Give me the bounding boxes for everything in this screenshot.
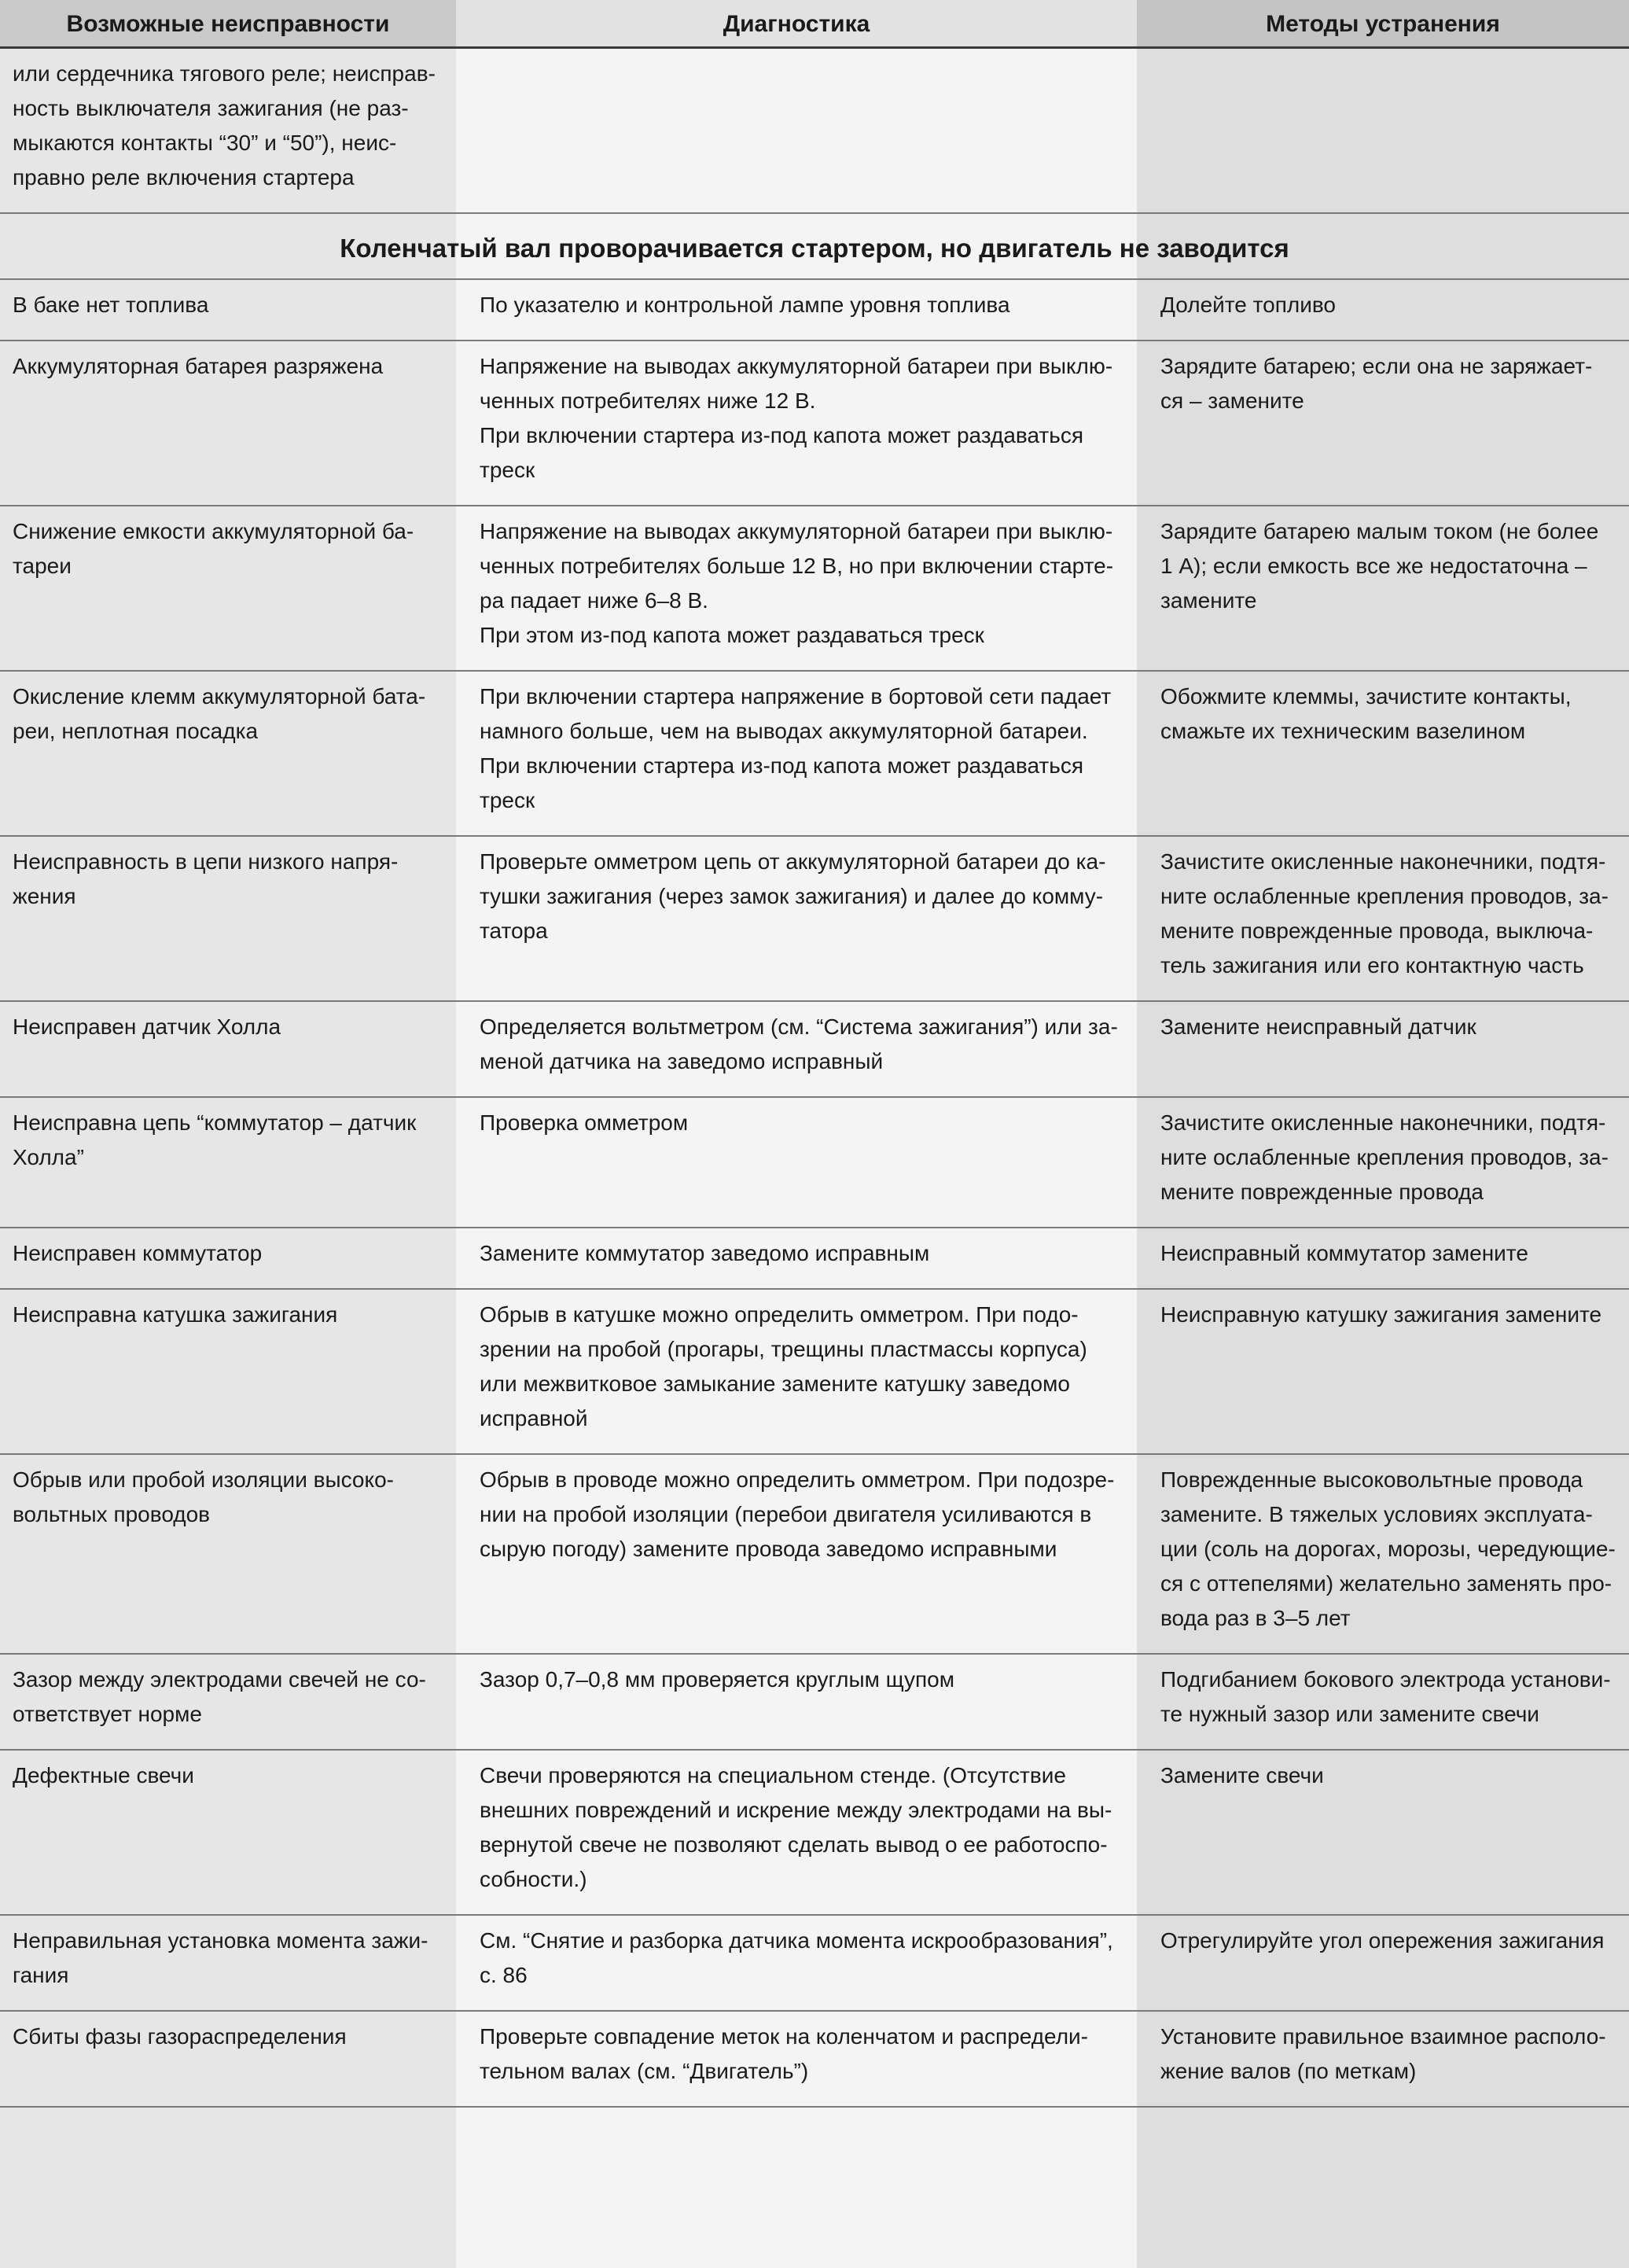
diagnostics-cell <box>456 1290 1137 1453</box>
diagnostics-text: Проверьте омметром цепь от аккумуляторной батареи до ка- тушки зажигания (через замок зажигания) и далее до комму- татора <box>480 849 1106 943</box>
remedy-cell <box>1137 506 1629 670</box>
fault-cell <box>0 1290 456 1453</box>
table-row <box>0 341 1629 506</box>
remedy-cell <box>1137 1655 1629 1749</box>
table-row <box>0 672 1629 837</box>
table-row <box>0 1916 1629 2012</box>
fault-text: или сердечника тягового реле; неисправ- ность выключателя зажигания (не раз- мыкаются контакты “30” и “50”), неис- правно реле включения стартера <box>13 61 436 190</box>
fault-cell <box>0 1455 456 1653</box>
remedy-text: Обожмите клеммы, зачистите контакты, смажьте их техническим вазелином <box>1160 684 1572 743</box>
table-body <box>0 280 1629 2108</box>
diagnostics-cell <box>456 2012 1137 2106</box>
diagnostics-text: Обрыв в катушке можно определить омметром. При подо- зрении на пробой (прогары, трещины пластмассы корпуса) или межвитковое замыкание замените катушку заведомо исправной <box>480 1302 1087 1430</box>
fault-cell <box>0 49 456 212</box>
table-row <box>0 506 1629 672</box>
remedy-text: Поврежденные высоковольтные провода замените. В тяжелых условиях эксплуата- ции (соль на дорогах, морозы, чередующие- ся с оттепелями) желательно заменять про- вода раз в 3–5 лет <box>1160 1467 1616 1630</box>
diagnostics-cell <box>456 1098 1137 1227</box>
fault-text: Неправильная установка момента зажи- гания <box>13 1928 428 1987</box>
diagnostics-cell <box>456 1916 1137 2010</box>
remedy-text: Замените свечи <box>1160 1763 1324 1788</box>
fault-cell <box>0 1916 456 2010</box>
remedy-text: Зачистите окисленные наконечники, подтя- ните ослабленные крепления проводов, за- мените поврежденные провода, выключа- тель зажигания или его контактную часть <box>1160 849 1609 978</box>
remedy-text: Зарядите батарею малым током (не более 1 А); если емкость все же недостаточна – замените <box>1160 519 1599 613</box>
diagnostics-cell <box>456 837 1137 1000</box>
diagnostics-text: Замените коммутатор заведомо исправным <box>480 1241 930 1265</box>
remedy-cell <box>1137 1002 1629 1096</box>
diagnostics-text: Напряжение на выводах аккумуляторной батареи при выклю- ченных потребителях больше 12 В, но при включении старте- ра падает ниже 6–8 В. При этом из-под капота может раздаваться треск <box>480 519 1114 647</box>
table-row <box>0 1751 1629 1916</box>
fault-cell <box>0 1228 456 1288</box>
diagnostics-text: Проверьте совпадение меток на коленчатом и распредели- тельном валах (см. “Двигатель”) <box>480 2024 1089 2083</box>
diagnostics-text: Свечи проверяются на специальном стенде. (Отсутствие внешних повреждений и искрение между электродами на вы- вернутой свече не позволяют сделать вывод о ее работоспо- собности.) <box>480 1763 1112 1891</box>
fault-text: Обрыв или пробой изоляции высоко- вольтных проводов <box>13 1467 394 1526</box>
fault-text: Зазор между электродами свечей не со- ответствует норме <box>13 1667 426 1726</box>
header-faults: Возможные неисправности <box>0 0 456 46</box>
fault-text: В баке нет топлива <box>13 293 209 317</box>
diagnostics-text: Зазор 0,7–0,8 мм проверяется круглым щупом <box>480 1667 954 1692</box>
table-row <box>0 1455 1629 1655</box>
fault-cell <box>0 506 456 670</box>
fault-text: Сбиты фазы газораспределения <box>13 2024 347 2049</box>
fault-cell <box>0 280 456 340</box>
remedy-cell <box>1137 837 1629 1000</box>
troubleshooting-table <box>0 49 1629 2108</box>
remedy-cell <box>1137 1455 1629 1653</box>
diagnostics-text: При включении стартера напряжение в бортовой сети падает намного больше, чем на выводах аккумуляторной батареи. При включении стартера из-под капота может раздаваться треск <box>480 684 1112 812</box>
diagnostics-cell <box>456 1655 1137 1749</box>
fault-text: Аккумуляторная батарея разряжена <box>13 354 384 378</box>
table-row <box>0 1655 1629 1751</box>
remedy-cell <box>1137 1751 1629 1914</box>
table-row <box>0 1098 1629 1228</box>
remedy-cell <box>1137 1098 1629 1227</box>
diagnostics-cell <box>456 506 1137 670</box>
diagnostics-text: Определяется вольтметром (см. “Система зажигания”) или за- меной датчика на заведомо исправный <box>480 1014 1118 1073</box>
diagnostics-text: Проверка омметром <box>480 1110 689 1135</box>
remedy-text: Отрегулируйте угол опережения зажигания <box>1160 1928 1605 1953</box>
remedy-cell <box>1137 280 1629 340</box>
diagnostics-cell <box>456 672 1137 835</box>
table-row <box>0 1002 1629 1098</box>
diagnostics-cell <box>456 1228 1137 1288</box>
diagnostics-cell <box>456 341 1137 505</box>
remedy-text: Подгибанием бокового электрода установи- те нужный зазор или замените свечи <box>1160 1667 1611 1726</box>
fault-cell <box>0 1002 456 1096</box>
remedy-text: Долейте топливо <box>1160 293 1337 317</box>
fault-text: Окисление клемм аккумуляторной бата- реи, неплотная посадка <box>13 684 426 743</box>
table-row <box>0 49 1629 214</box>
table-row <box>0 1228 1629 1290</box>
remedy-cell <box>1137 672 1629 835</box>
table-row <box>0 2012 1629 2108</box>
fault-cell <box>0 341 456 505</box>
remedy-cell <box>1137 2012 1629 2106</box>
fault-text: Снижение емкости аккумуляторной ба- тареи <box>13 519 414 578</box>
diagnostics-text: Обрыв в проводе можно определить омметром. При подозре- нии на пробой изоляции (перебои двигателя усиливаются в сырую погоду) замените провода заведомо исправными <box>480 1467 1115 1561</box>
fault-text: Неисправен коммутатор <box>13 1241 263 1265</box>
fault-text: Неисправна цепь “коммутатор – датчик Холла” <box>13 1110 417 1169</box>
diagnostics-text: Напряжение на выводах аккумуляторной батареи при выклю- ченных потребителях ниже 12 В. При включении стартера из-под капота может раздаваться треск <box>480 354 1113 482</box>
section-title: Коленчатый вал проворачивается стартером, но двигатель не заводится <box>0 214 1629 280</box>
table-row <box>0 280 1629 341</box>
fault-cell <box>0 672 456 835</box>
remedy-cell <box>1137 1290 1629 1453</box>
fault-text: Неисправна катушка зажигания <box>13 1302 338 1327</box>
table-header <box>0 0 1629 49</box>
diagnostics-cell <box>456 1751 1137 1914</box>
diagnostics-cell <box>456 280 1137 340</box>
header-remedies: Методы устранения <box>1137 0 1629 46</box>
fault-text: Неисправность в цепи низкого напря- жения <box>13 849 399 908</box>
remedy-text: Установите правильное взаимное располо- жение валов (по меткам) <box>1160 2024 1606 2083</box>
header-diagnostics: Диагностика <box>456 0 1137 46</box>
remedy-text: Зачистите окисленные наконечники, подтя- ните ослабленные крепления проводов, за- мените поврежденные провода <box>1160 1110 1609 1204</box>
diagnostics-text: См. “Снятие и разборка датчика момента искрообразования”, с. 86 <box>480 1928 1113 1987</box>
fault-cell <box>0 2012 456 2106</box>
remedy-cell <box>1137 49 1629 212</box>
fault-cell <box>0 837 456 1000</box>
fault-cell <box>0 1098 456 1227</box>
remedy-text: Замените неисправный датчик <box>1160 1014 1476 1039</box>
diagnostics-cell <box>456 49 1137 212</box>
fault-text: Дефектные свечи <box>13 1763 194 1788</box>
fault-cell <box>0 1751 456 1914</box>
remedy-cell <box>1137 1228 1629 1288</box>
diagnostics-cell <box>456 1002 1137 1096</box>
remedy-text: Неисправный коммутатор замените <box>1160 1241 1528 1265</box>
remedy-cell <box>1137 341 1629 505</box>
remedy-text: Зарядите батарею; если она не заряжает- ся – замените <box>1160 354 1593 413</box>
fault-cell <box>0 1655 456 1749</box>
remedy-cell <box>1137 1916 1629 2010</box>
table-row <box>0 1290 1629 1455</box>
fault-text: Неисправен датчик Холла <box>13 1014 281 1039</box>
remedy-text: Неисправную катушку зажигания замените <box>1160 1302 1602 1327</box>
diagnostics-cell <box>456 1455 1137 1653</box>
table-row <box>0 837 1629 1002</box>
diagnostics-text: По указателю и контрольной лампе уровня топлива <box>480 293 1010 317</box>
